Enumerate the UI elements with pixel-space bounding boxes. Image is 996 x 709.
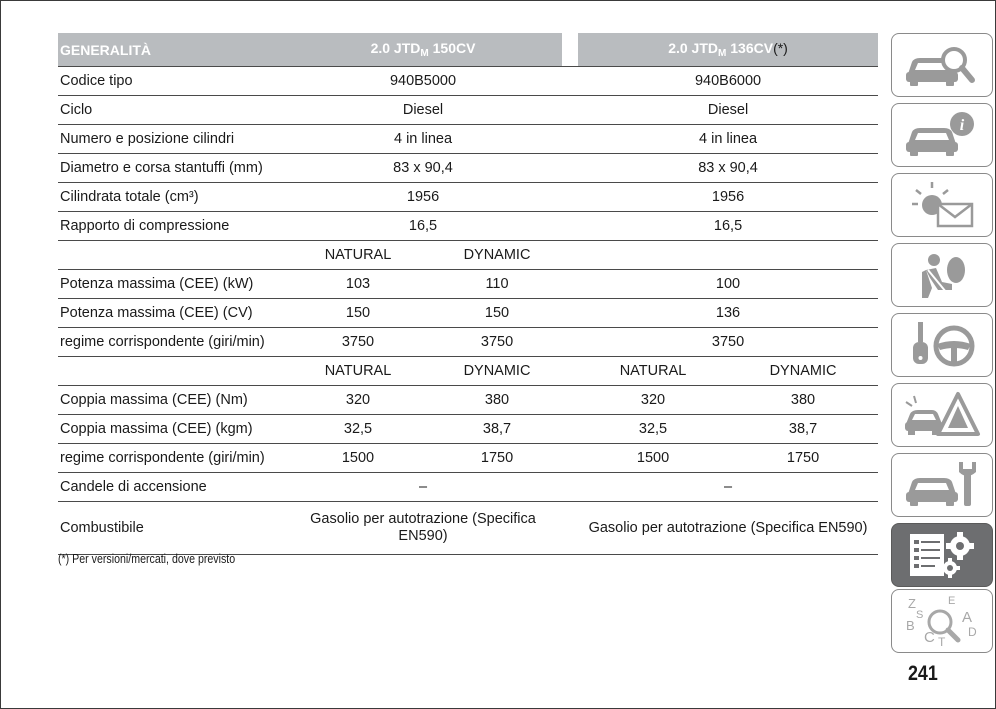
warning-light-mail-icon (902, 178, 982, 232)
svg-text:D: D (968, 625, 977, 639)
tab-safety[interactable] (891, 243, 993, 307)
row-label: Potenza massima (CEE) (CV) (58, 299, 284, 328)
row-label: Potenza massima (CEE) (kW) (58, 270, 284, 299)
cell-value: 1750 (728, 444, 878, 473)
cell-value: 4 in linea (578, 125, 878, 154)
cell-value: – (578, 473, 878, 502)
cell-value: 940B5000 (284, 67, 562, 96)
header-col-136cv: 2.0 $JTD_M$ 136CV(*) (578, 33, 878, 67)
car-search-icon (902, 38, 982, 92)
tab-warning-lights[interactable] (891, 173, 993, 237)
cell-value: 1956 (284, 183, 562, 212)
header-gap (562, 33, 578, 67)
header-generalita: GENERALITÀ (58, 33, 284, 67)
table-row (58, 96, 878, 125)
cell-value: – (284, 473, 562, 502)
car-info-icon (902, 108, 982, 162)
spec-table (58, 33, 878, 555)
cell-value: 320 (284, 386, 432, 415)
mode-natural: NATURAL (578, 357, 728, 386)
cell-value: 1500 (578, 444, 728, 473)
table-row (58, 415, 878, 444)
row-label: Codice tipo (58, 67, 284, 96)
row-label: regime corrispondente (giri/min) (58, 328, 284, 357)
svg-text:T: T (938, 635, 946, 648)
row-label: regime corrispondente (giri/min) (58, 444, 284, 473)
cell-value: Diesel (578, 96, 878, 125)
cell-value: 136 (578, 299, 878, 328)
table-row (58, 386, 878, 415)
tab-car-search[interactable] (891, 33, 993, 97)
mode-dynamic: DYNAMIC (432, 357, 562, 386)
table-row (58, 183, 878, 212)
cell-value: Diesel (284, 96, 562, 125)
cell-value: 4 in linea (284, 125, 562, 154)
cell-value: 16,5 (284, 212, 562, 241)
cell-value: Gasolio per autotrazione (Specifica EN590) (578, 502, 878, 555)
spec-sheet-gears-icon (902, 528, 982, 582)
cell-value: 32,5 (284, 415, 432, 444)
cell-value: 150 (284, 299, 432, 328)
table-row (58, 67, 878, 96)
table-header-row (58, 33, 878, 67)
tab-emergency[interactable] (891, 383, 993, 447)
tab-maintenance[interactable] (891, 453, 993, 517)
car-accident-warning-icon (902, 388, 982, 442)
mode-natural: NATURAL (284, 241, 432, 270)
cell-value: 3750 (432, 328, 562, 357)
row-label: Combustibile (58, 502, 284, 555)
table-row (58, 154, 878, 183)
mode-natural: NATURAL (284, 357, 432, 386)
cell-value: 150 (432, 299, 562, 328)
cell-value: 83 x 90,4 (284, 154, 562, 183)
cell-value: Gasolio per autotrazione (Specifica EN590) (284, 502, 562, 555)
car-wrench-icon (902, 458, 982, 512)
header-col-150cv: 2.0 $JTD_M$ 150CV (284, 33, 562, 67)
svg-text:B: B (906, 618, 915, 633)
tab-technical-data[interactable] (891, 523, 993, 587)
cell-value: 32,5 (578, 415, 728, 444)
cell-value: 380 (728, 386, 878, 415)
row-label: Coppia massima (CEE) (Nm) (58, 386, 284, 415)
cell-value: 103 (284, 270, 432, 299)
cell-value: 3750 (284, 328, 432, 357)
row-label: Ciclo (58, 96, 284, 125)
svg-text:i: i (959, 117, 965, 134)
svg-text:S: S (916, 609, 924, 621)
footnote: (*) Per versioni/mercati, dove previsto (58, 552, 236, 566)
cell-value: 110 (432, 270, 562, 299)
key-steering-wheel-icon (902, 318, 982, 372)
cell-value: 100 (578, 270, 878, 299)
cell-value: 380 (432, 386, 562, 415)
cell-value: 38,7 (432, 415, 562, 444)
table-row (58, 270, 878, 299)
airbag-seat-icon (902, 248, 982, 302)
alphabet-index-icon (902, 594, 982, 648)
table-row (58, 502, 878, 555)
table-row-modes (58, 357, 878, 386)
tab-index[interactable] (891, 589, 993, 653)
row-label: Candele di accensione (58, 473, 284, 502)
cell-value: 83 x 90,4 (578, 154, 878, 183)
row-label: Rapporto di compressione (58, 212, 284, 241)
table-row (58, 299, 878, 328)
row-label: Numero e posizione cilindri (58, 125, 284, 154)
svg-text:C: C (924, 629, 935, 646)
cell-value: 940B6000 (578, 67, 878, 96)
page-number: 241 (908, 662, 938, 685)
svg-text:A: A (962, 609, 973, 626)
cell-value: 3750 (578, 328, 878, 357)
cell-value: 38,7 (728, 415, 878, 444)
mode-dynamic: DYNAMIC (728, 357, 878, 386)
mode-dynamic: DYNAMIC (432, 241, 562, 270)
cell-value: 1500 (284, 444, 432, 473)
cell-value: 320 (578, 386, 728, 415)
row-label: Coppia massima (CEE) (kgm) (58, 415, 284, 444)
table-row-modes (58, 241, 878, 270)
row-label: Diametro e corsa stantuffi (mm) (58, 154, 284, 183)
table-row (58, 125, 878, 154)
tab-starting-driving[interactable] (891, 313, 993, 377)
table-row (58, 444, 878, 473)
svg-text:E: E (948, 595, 956, 607)
cell-value: 16,5 (578, 212, 878, 241)
row-label: Cilindrata totale (cm³) (58, 183, 284, 212)
cell-value: 1750 (432, 444, 562, 473)
cell-value: 1956 (578, 183, 878, 212)
table-row (58, 212, 878, 241)
table-row (58, 473, 878, 502)
tab-car-info[interactable] (891, 103, 993, 167)
svg-text:Z: Z (908, 596, 916, 611)
table-row (58, 328, 878, 357)
